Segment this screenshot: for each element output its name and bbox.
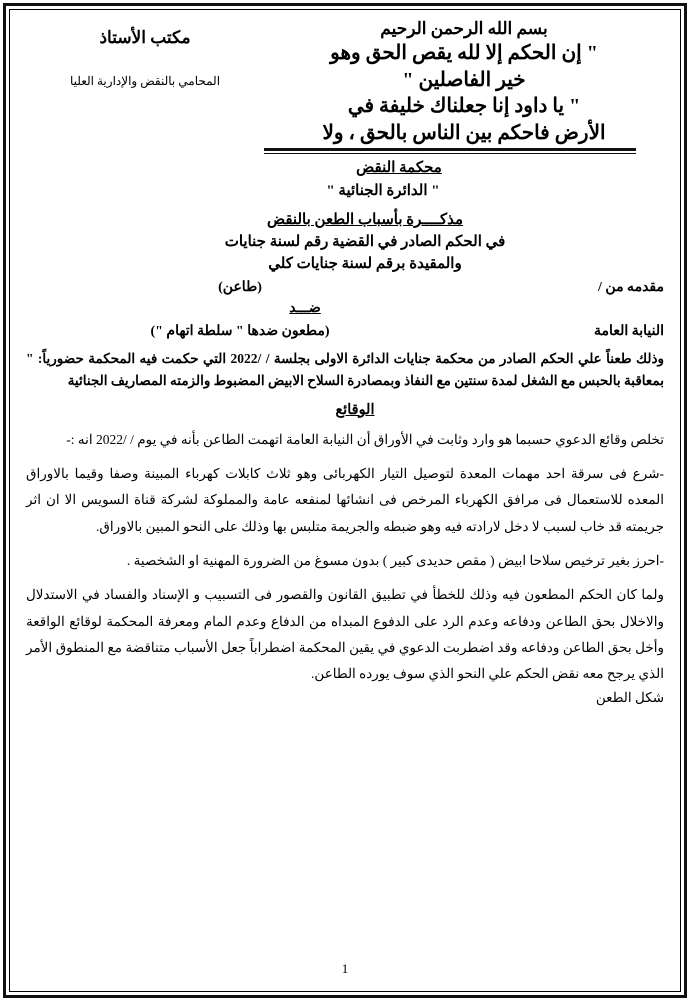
office-title: مكتب الأستاذ [99, 28, 191, 47]
page-number: 1 [341, 961, 349, 976]
verse-line-2: " يا داود إنا جعلناك خليفة في [347, 95, 581, 118]
header-divider-wrap [26, 148, 664, 154]
document-content [14, 14, 676, 987]
facts-charge-one: -شرع فى سرقة احد مهمات المعدة لتوصيل التيار الكهربائى وهو ثلاث كابلات كهرباء المبينة وصفا وقيما بالاوراق المعده للاستعمال فى مرافق الكهرباء المرخص فى انشائها لمنفعه عامة والمملوكة لشركة قناة السويس الا ان اثر جريمته قد خاب لسبب لا دخل لارادته فيه وهو ضبطه والجريمة متلبس بها وذلك على النحو المبين بالاوراق. [26, 466, 664, 534]
appellant-tag: (طاعن) [218, 280, 262, 295]
facts-heading: الوقائع [335, 401, 375, 418]
respondent-row [26, 323, 664, 340]
appeal-paragraph: وذلك طعناً علي الحكم الصادر من محكمة جنايات الدائرة الاولى بجلسة / /2022 التي حكمت فيه المحكمة حضورياً: " بمعاقبة بالحبس مع الشغل لمدة سنتين مع النفاذ وبمصادرة السلاح الابيض المضبوط والزمته المصاريف الجنائية [26, 351, 664, 388]
verse-line-1: " إن الحكم إلا لله يقص الحق وهو [330, 42, 598, 65]
grounds-paragraph: ولما كان الحكم المطعون فيه وذلك للخطأ في تطبيق القانون والقصور فى التسبيب و الإسناد والفساد في الاستدلال والاخلال بحق الطاعن ودفاعه وعدم الرد على الدفوع المبداه من الدفاع وعدم المام ومعرفة المحكمة لوقائع الواقعة وأخل بحق الطاعن ودفاعه وقد اضطربت الدعوي في يقين المحكمة اضطراباً جعل الأسباب متناقضة مع المنطوق الأمر الذي يرجح معه نقض الحكم علي النحو الذي سوف يورده الطاعن. [26, 587, 664, 682]
document-header [26, 18, 664, 146]
memo-title: مذكــــرة بأسباب الطعن بالنقض [266, 212, 464, 228]
header-divider [264, 148, 636, 154]
basmala-text: بسم الله الرحمن الرحيم [380, 19, 548, 38]
versus-label: ضـــد [289, 301, 321, 316]
law-office-block [26, 18, 264, 89]
court-name: محكمة النقض [356, 160, 442, 176]
memo-case-line-2: والمقيدة برقم لسنة جنايات كلي [268, 256, 462, 272]
respondent-tag: (مطعون ضدها " سلطة اتهام ") [150, 324, 330, 339]
grounds-closing-line: شكل الطعن [595, 689, 664, 705]
office-subtitle: المحامي بالنقض والإدارية العليا [69, 74, 221, 88]
respondent-label: النيابة العامة [594, 324, 664, 339]
verse-line-1b: خير الفاصلين " [402, 68, 526, 91]
quranic-verses-block [264, 18, 664, 146]
appellant-label: مقدمه من / [598, 280, 664, 295]
court-chamber: " الدائرة الجنائية " [326, 183, 440, 199]
memo-block [66, 210, 664, 273]
verse-line-2b: الأرض فاحكم بين الناس بالحق ، ولا [322, 121, 606, 144]
court-block [26, 158, 664, 200]
facts-charge-two: -احرز بغير ترخيص سلاحا ابيض ( مقص حديدى كبير ) بدون مسوغ من الضرورة المهنية او الشخصية . [126, 552, 664, 568]
memo-case-line-1: في الحكم الصادر في القضية رقم لسنة جنايات [224, 234, 506, 250]
facts-intro-paragraph: تخلص وقائع الدعوي حسبما هو وارد وثابت في الأوراق أن النيابة العامة اتهمت الطاعن بأنه في يوم / /2022 انه :- [66, 431, 664, 447]
appellant-row [26, 279, 664, 296]
